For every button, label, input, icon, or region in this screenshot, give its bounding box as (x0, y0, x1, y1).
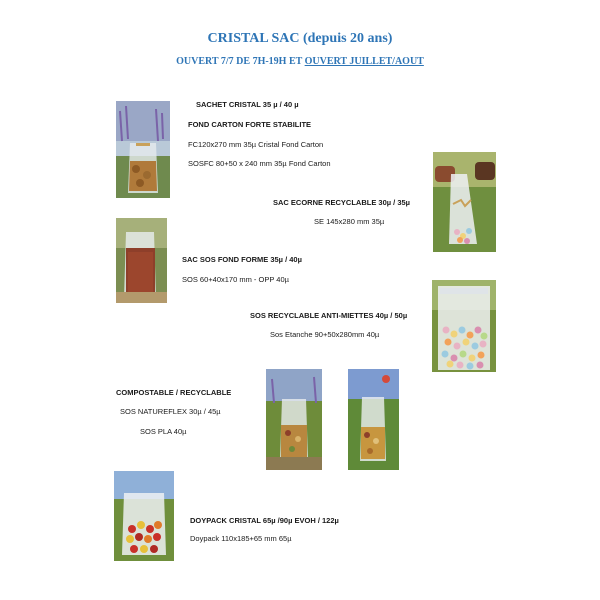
natureflex-bag-photo (266, 369, 322, 470)
product-heading: DOYPACK CRISTAL 65µ /90µ EVOH / 122µ (190, 516, 339, 525)
candy-bag-cows-photo (433, 152, 496, 252)
doypack-photo (114, 471, 174, 561)
product-spec: SOS NATUREFLEX 30µ / 45µ (120, 407, 221, 416)
product-spec: SOS 60+40x170 mm - OPP 40µ (182, 275, 289, 284)
product-spec: SOSFC 80+50 x 240 mm 35µ Fond Carton (188, 159, 331, 168)
product-heading: SACHET CRISTAL 35 µ / 40 µ (196, 100, 299, 109)
product-subheading: FOND CARTON FORTE STABILITE (188, 120, 312, 129)
summer-opening-link[interactable]: OUVERT JUILLET/AOUT (304, 56, 424, 67)
grain-bag-photo (116, 218, 167, 303)
product-spec: Doypack 110x185+65 mm 65µ (190, 534, 292, 543)
product-heading: SAC ECORNE RECYCLABLE 30µ / 35µ (273, 198, 411, 207)
pla-bag-photo (348, 369, 399, 470)
page-title: CRISTAL SAC (depuis 20 ans) (207, 31, 393, 46)
product-spec: FC120x270 mm 35µ Cristal Fond Carton (188, 140, 324, 149)
opening-hours (0, 56, 600, 67)
dragee-bag-photo (432, 280, 496, 372)
product-heading: COMPOSTABLE / RECYCLABLE (116, 388, 232, 397)
product-heading: SAC SOS FOND FORME 35µ / 40µ (182, 255, 302, 264)
opening-hours-text: OUVERT 7/7 DE 7H-19H ET (176, 56, 303, 67)
product-spec: Sos Etanche 90+50x280mm 40µ (270, 330, 380, 339)
product-heading: SOS RECYCLABLE ANTI-MIETTES 40µ / 50µ (250, 311, 408, 320)
product-spec: SE 145x280 mm 35µ (314, 217, 385, 226)
cookie-bag-photo (116, 101, 170, 198)
product-spec: SOS PLA 40µ (140, 427, 187, 436)
